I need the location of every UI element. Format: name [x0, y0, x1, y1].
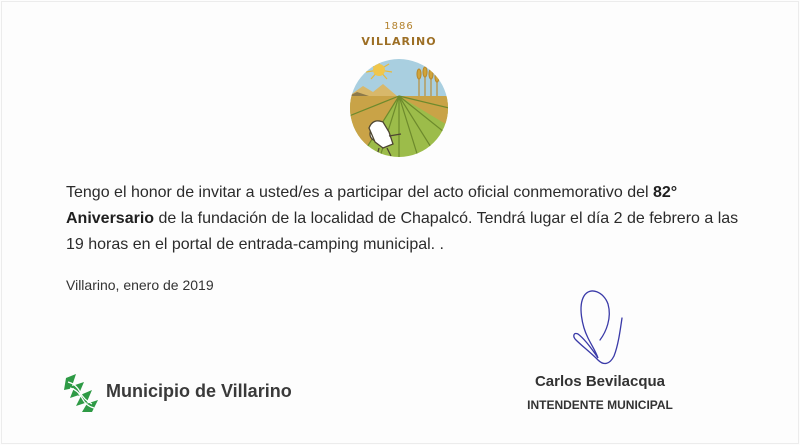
invitation-text-start: Tengo el honor de invitar a usted/es a participar del acto oficial conmemorativo del [66, 184, 653, 201]
invitation-text-end: de la fundación de la localidad de Chapalcó. Tendrá lugar el día 2 de febrero a las 19 horas en el portal de entrada-camping municipal. . [66, 210, 739, 253]
signature-icon [560, 282, 650, 374]
emblem-name: VILLARINO [361, 35, 437, 48]
invitation-text [66, 180, 746, 258]
municipality-name: Municipio de Villarino [106, 381, 292, 401]
villarino-emblem [343, 16, 455, 164]
sun-field-emblem-icon [349, 56, 449, 160]
municipality-fingerprint-logo-icon [62, 372, 102, 416]
anniversary-highlight: 82° Aniversario [66, 184, 678, 227]
signer-title: INTENDENTE MUNICIPAL [527, 398, 673, 412]
emblem-year: 1886 [384, 21, 414, 32]
place-date: Villarino, enero de 2019 [66, 277, 214, 293]
signer-name: Carlos Bevilacqua [534, 373, 666, 390]
